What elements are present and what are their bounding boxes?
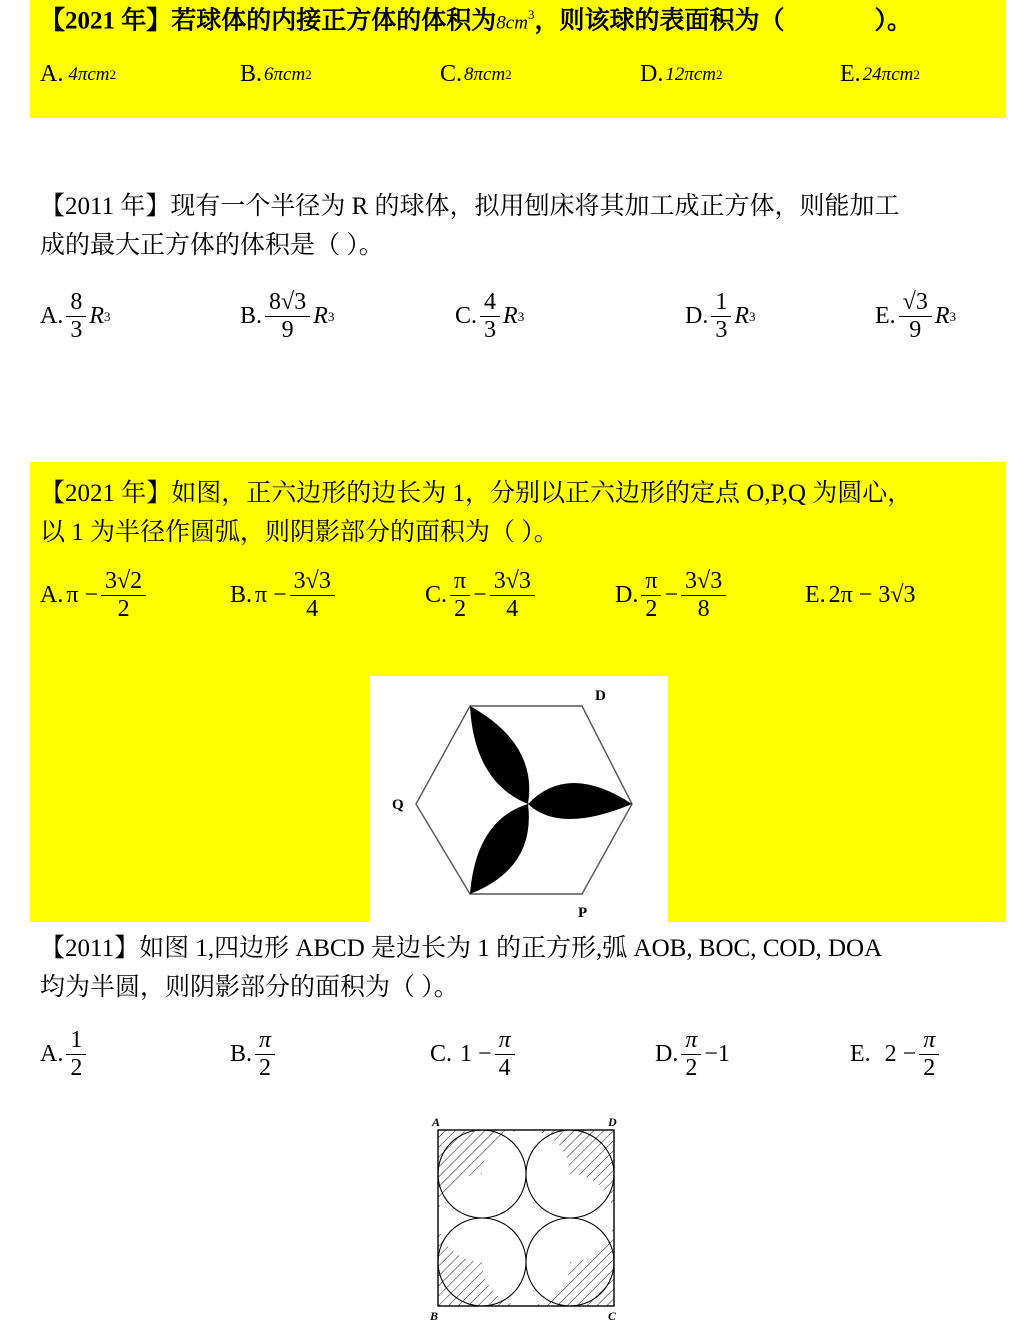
option-c-numerator-2: 3√3: [490, 569, 535, 597]
option-b[interactable]: [240, 290, 455, 345]
option-c[interactable]: [425, 569, 615, 624]
option-a-fraction: [66, 1028, 86, 1083]
option-a-lead: π −: [66, 582, 98, 609]
option-d-label: D.: [685, 303, 709, 330]
question-1-year: 【2021 年】: [40, 7, 172, 35]
option-c-denominator-2: 4: [506, 596, 519, 623]
option-a-label: A.: [40, 303, 64, 330]
question-4-stem-text-1: 如图 1,四边形 ABCD 是边长为 1 的正方形,弧 AOB, BOC, COD, DOA: [139, 935, 883, 962]
option-e-denominator: 9: [909, 317, 922, 344]
option-b-sup: 3: [327, 308, 335, 324]
hatched-region: [438, 1130, 614, 1306]
option-d-label: D.: [640, 61, 664, 88]
option-b-label: B.: [240, 303, 263, 330]
question-1-value: 8cm: [496, 12, 528, 34]
option-b-text: 6πcm: [264, 63, 306, 85]
option-a-denominator: 2: [117, 596, 130, 623]
option-d-fraction: [711, 290, 731, 345]
option-d-suffix: R: [734, 303, 750, 330]
option-a-numerator: 1: [66, 1028, 86, 1056]
option-a[interactable]: [40, 61, 240, 88]
figure-label-p: P: [578, 905, 588, 921]
question-3-stem-line-2: 以 1 为半径作圆弧，则阴影部分的面积为（ ）。: [40, 518, 559, 546]
option-c[interactable]: [440, 61, 640, 88]
option-a-sup: 3: [104, 308, 111, 324]
petal-upper: [470, 706, 529, 804]
option-e-label: E.: [875, 303, 896, 330]
option-d-denominator: 3: [715, 317, 728, 344]
option-a[interactable]: [40, 569, 230, 624]
option-e-label: E.: [805, 582, 826, 609]
option-d-numerator-1: π: [641, 569, 661, 597]
option-a-numerator: 3√2: [101, 569, 146, 597]
option-a-fraction: [101, 569, 146, 624]
option-b-denominator: 9: [281, 317, 294, 344]
option-c-sup: 3: [517, 308, 525, 324]
hexagon-three-petals-svg: [370, 676, 668, 922]
option-e-denominator: 2: [923, 1055, 936, 1082]
option-e[interactable]: [840, 61, 920, 88]
option-e[interactable]: [875, 290, 956, 345]
option-a-denominator: 2: [70, 1055, 83, 1082]
option-d-label: D.: [615, 582, 639, 609]
petal-right: [528, 783, 632, 819]
option-c-denominator: 3: [484, 317, 497, 344]
option-b-fraction: [290, 569, 335, 624]
question-4-figure: [418, 1118, 638, 1323]
option-b-lead: π −: [255, 582, 287, 609]
option-b-denominator: 2: [259, 1055, 272, 1082]
question-3-year: 【2021 年】: [40, 480, 172, 507]
option-c-fraction-1: [450, 569, 470, 624]
question-2-stem-line-2: 成的最大正方体的体积是（ ）。: [40, 231, 384, 259]
question-4: [40, 930, 1010, 1082]
option-e-label: E.: [840, 61, 861, 88]
option-c-sup: 2: [505, 66, 512, 82]
option-e-numerator: √3: [899, 290, 932, 318]
question-1-stem-tail: ）。: [874, 7, 912, 35]
option-e-fraction: [919, 1028, 939, 1083]
option-b-fraction: [255, 1028, 275, 1083]
question-1: [40, 8, 1000, 88]
option-c-label: C.: [425, 582, 448, 609]
option-b-numerator: π: [255, 1028, 275, 1056]
option-a-fraction: [66, 290, 86, 345]
option-d[interactable]: [615, 569, 805, 624]
option-d-sup: 2: [716, 66, 723, 82]
option-c-numerator-1: π: [450, 569, 470, 597]
option-c-fraction: [495, 1028, 515, 1083]
option-c-numerator: π: [495, 1028, 515, 1056]
option-a-text: 4πcm: [68, 63, 110, 85]
option-d-fraction-2: [681, 569, 726, 624]
figure-label-a: A: [432, 1118, 441, 1129]
option-d[interactable]: [655, 1028, 850, 1083]
figure-label-q: Q: [392, 797, 404, 813]
option-b-sup: 2: [305, 66, 312, 82]
option-b-suffix: R: [313, 303, 328, 330]
option-e-label: E.: [850, 1041, 871, 1068]
option-c-fraction: [480, 290, 500, 345]
option-c-fraction-2: [490, 569, 535, 624]
option-c-label: C.: [440, 61, 463, 88]
option-d-minus: −: [664, 582, 679, 609]
option-c-lead: 1 −: [460, 1041, 492, 1068]
option-e-fraction: [899, 290, 932, 345]
option-e-suffix: R: [934, 303, 950, 330]
option-c-text: 8πcm: [464, 63, 506, 85]
option-a-suffix: R: [89, 303, 105, 330]
option-c-minus: −: [473, 582, 487, 609]
question-2-options: [40, 290, 1010, 345]
option-b-label: B.: [230, 582, 253, 609]
option-a-label: A.: [40, 582, 64, 609]
question-1-stem-after: ，则该球的表面积为（: [534, 7, 785, 35]
option-d-denominator-2: 8: [697, 596, 710, 623]
option-e[interactable]: [850, 1028, 942, 1083]
option-d-sup: 3: [749, 308, 756, 324]
option-d-trail: −1: [704, 1041, 730, 1068]
question-3-stem-line-1: [40, 475, 1010, 514]
option-e-text: 2π − 3√3: [828, 582, 916, 609]
question-3-figure: [370, 676, 668, 922]
option-c[interactable]: [430, 1028, 655, 1083]
question-1-options: [40, 61, 1000, 88]
question-1-value-sup: 3: [527, 7, 535, 22]
option-a[interactable]: [40, 290, 240, 345]
petal-lower: [470, 804, 529, 894]
option-b-label: B.: [240, 61, 263, 88]
question-3-options: [40, 569, 1010, 624]
option-e-sup: 2: [913, 66, 920, 82]
option-c-label: C.: [455, 303, 478, 330]
option-d[interactable]: [685, 290, 875, 345]
figure-label-d: D: [608, 1118, 617, 1129]
option-e-sup: 3: [949, 308, 957, 324]
option-a-label: A.: [40, 61, 64, 88]
question-4-year: 【2011】: [40, 935, 140, 962]
question-4-stem-line-2: 均为半圆，则阴影部分的面积为（ ）。: [40, 973, 459, 1001]
option-c-denominator-1: 2: [454, 596, 467, 623]
option-d-label: D.: [655, 1041, 679, 1068]
option-b-fraction: [265, 290, 310, 345]
option-d-text: 12πcm: [665, 63, 717, 85]
question-2-stem-text-1: 现有一个半径为 R 的球体，拟用刨床将其加工成正方体，则能加工: [170, 193, 900, 220]
question-2-stem-line-1: [40, 188, 1010, 227]
option-b[interactable]: [230, 1028, 430, 1083]
option-d-numerator: 1: [711, 290, 731, 318]
option-b-label: B.: [230, 1041, 253, 1068]
option-c-denominator: 4: [498, 1055, 511, 1082]
option-d-numerator-2: 3√3: [681, 569, 726, 597]
option-a-denominator: 3: [70, 317, 83, 344]
option-c-suffix: R: [503, 303, 518, 330]
question-2-year: 【2011 年】: [40, 193, 171, 220]
option-a-numerator: 8: [66, 290, 86, 318]
question-2: [40, 188, 1010, 344]
question-3-stem-text-1: 如图，正六边形的边长为 1，分别以正六边形的定点 O,P,Q 为圆心，: [171, 480, 913, 507]
option-b[interactable]: [230, 569, 425, 624]
question-4-stem-line-1: [40, 930, 1010, 969]
option-c-label: C.: [430, 1041, 453, 1068]
option-a[interactable]: [40, 1028, 230, 1083]
option-e-numerator: π: [919, 1028, 939, 1056]
figure-label-b: B: [430, 1309, 439, 1323]
option-c[interactable]: [455, 290, 685, 345]
option-d-denominator-1: 2: [645, 596, 658, 623]
option-d-denominator: 2: [685, 1055, 698, 1082]
option-d[interactable]: [640, 61, 840, 88]
option-e-lead: 2 −: [884, 1041, 917, 1068]
question-1-stem: [40, 8, 1000, 33]
square-four-petals-svg: [418, 1118, 638, 1323]
option-d-fraction: [681, 1028, 701, 1083]
question-4-options: [40, 1028, 1010, 1083]
option-e-text: 24πcm: [862, 63, 914, 85]
option-a-sup: 2: [109, 66, 117, 82]
option-b[interactable]: [240, 61, 440, 88]
option-b-numerator: 3√3: [290, 569, 335, 597]
option-e[interactable]: [805, 569, 916, 624]
option-a-label: A.: [40, 1041, 64, 1068]
option-b-denominator: 4: [306, 596, 319, 623]
option-d-numerator: π: [681, 1028, 701, 1056]
option-c-numerator: 4: [480, 290, 500, 318]
figure-label-d: D: [595, 688, 606, 704]
question-1-stem-before: 若球体的内接正方体的体积为: [171, 7, 497, 35]
figure-label-c: C: [608, 1309, 617, 1323]
option-b-numerator: 8√3: [265, 290, 310, 318]
option-d-fraction-1: [641, 569, 661, 624]
question-3: [40, 475, 1010, 623]
